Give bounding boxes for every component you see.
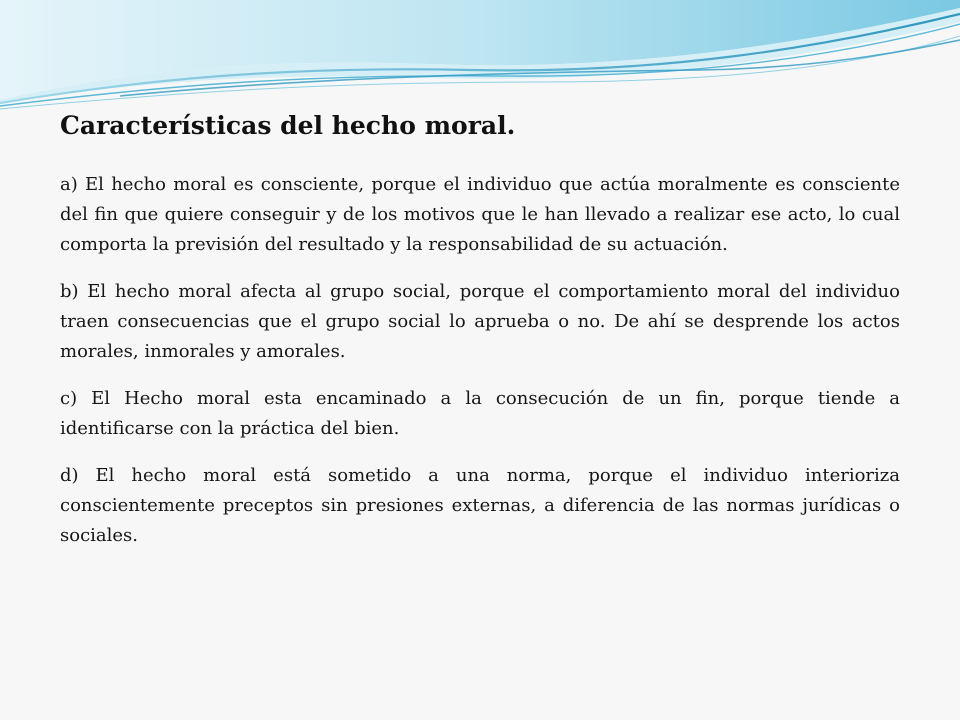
slide-title: Características del hecho moral. <box>60 111 516 140</box>
paragraph-a: a) El hecho moral es consciente, porque el individuo que actúa moralmente es consciente del fin que quiere conseguir y de los motivos que le han llevado a realizar ese acto, lo cual comporta la previsión del resultado y la responsabilidad de su actuación. <box>60 174 900 255</box>
paragraph-b: b) El hecho moral afecta al grupo social, porque el comportamiento moral del individuo traen consecuencias que el grupo social lo aprueba o no. De ahí se desprende los actos morales, inmorales y amorales. <box>60 281 900 362</box>
slide-content <box>60 108 900 568</box>
paragraph-d: d) El hecho moral está sometido a una norma, porque el individuo interioriza conscientemente preceptos sin presiones externas, a diferencia de las normas jurídicas o sociales. <box>60 465 900 546</box>
paragraph-c: c) El Hecho moral esta encaminado a la consecución de un fin, porque tiende a identificarse con la práctica del bien. <box>60 388 900 439</box>
